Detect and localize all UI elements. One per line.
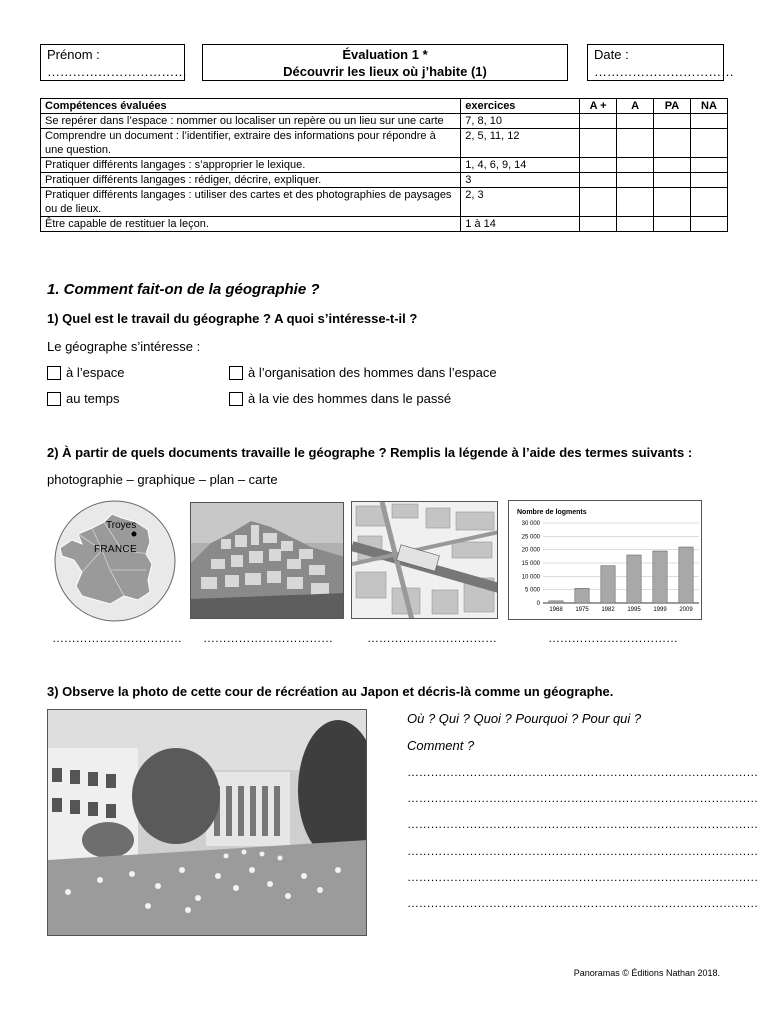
chart-ytick-label: 5 000 — [524, 587, 540, 594]
option-temps: au temps — [66, 391, 120, 406]
answer-line[interactable]: ……………………………………………………………………………… — [407, 896, 759, 910]
grade-cell[interactable] — [617, 129, 654, 158]
chart-ytick-label: 30 000 — [521, 521, 540, 527]
chart-ytick-label: 0 — [536, 601, 540, 607]
grade-cell[interactable] — [654, 173, 691, 188]
chart-bar-1968 — [549, 601, 563, 603]
chart-xtick-label: 2009 — [679, 607, 693, 613]
grade-cell[interactable] — [691, 129, 728, 158]
answer-line[interactable]: ……………………………………………………………………………… — [407, 817, 759, 831]
caption-map: …………………………… — [52, 631, 182, 645]
grade-cell[interactable] — [617, 158, 654, 173]
chart-bar-1995 — [627, 555, 641, 603]
date-dots: …………………………… — [594, 64, 734, 79]
row-exercices: 1, 4, 6, 9, 14 — [461, 158, 580, 173]
header-a-plus: A + — [580, 99, 617, 114]
chart-title: Nombre de logments — [517, 509, 587, 516]
grade-cell[interactable] — [580, 173, 617, 188]
grade-cell[interactable] — [654, 158, 691, 173]
row-competence: Pratiquer différents langages : utiliser des cartes et des photographies de paysages ou de lieux. — [41, 188, 461, 217]
table-row — [41, 173, 728, 188]
grade-cell[interactable] — [691, 114, 728, 129]
caption-chart: …………………………… — [548, 631, 678, 645]
answer-line[interactable]: ……………………………………………………………………………… — [407, 765, 759, 779]
chart-ytick-label: 15 000 — [521, 561, 540, 567]
checkbox-organisation[interactable] — [229, 366, 243, 380]
table-row — [41, 188, 728, 217]
housing-chart — [508, 500, 702, 620]
grade-cell[interactable] — [691, 188, 728, 217]
table-row — [41, 114, 728, 129]
prompt-2: Comment ? — [407, 738, 475, 753]
row-competence: Être capable de restituer la leçon. — [41, 217, 461, 232]
question-1: 1) Quel est le travail du géographe ? A quoi s’intéresse-t-il ? — [47, 311, 418, 326]
header-a: A — [617, 99, 654, 114]
prenom-label: Prénom : — [47, 47, 100, 62]
row-competence: Se repérer dans l’espace : nommer ou localiser un repère ou un lieu sur une carte — [41, 114, 461, 129]
map-label-troyes: Troyes — [106, 520, 137, 531]
chart-xtick-label: 1995 — [627, 607, 641, 613]
title-line2: Découvrir les lieux où j’habite (1) — [283, 64, 487, 79]
prompt-1: Où ? Qui ? Quoi ? Pourquoi ? Pour qui ? — [407, 711, 642, 726]
table-header-row — [41, 99, 728, 114]
grade-cell[interactable] — [691, 217, 728, 232]
chart-bar-1975 — [575, 588, 589, 603]
row-competence: Comprendre un document : l’identifier, extraire des informations pour répondre à une question. — [41, 129, 461, 158]
grade-cell[interactable] — [580, 129, 617, 158]
chart-bar-1982 — [601, 566, 615, 603]
answer-line[interactable]: ……………………………………………………………………………… — [407, 870, 759, 884]
caption-photo: …………………………… — [203, 631, 333, 645]
section-title: 1. Comment fait-on de la géographie ? — [47, 281, 320, 298]
footer-credit: Panoramas © Éditions Nathan 2018. — [573, 968, 720, 978]
row-exercices: 2, 3 — [461, 188, 580, 217]
checkbox-espace[interactable] — [47, 366, 61, 380]
row-competence: Pratiquer différents langages : s’approprier le lexique. — [41, 158, 461, 173]
table-row — [41, 217, 728, 232]
title-line1: Évaluation 1 * — [342, 47, 428, 62]
grade-cell[interactable] — [654, 217, 691, 232]
grade-cell[interactable] — [580, 158, 617, 173]
intro-text: Le géographe s’intéresse : — [47, 339, 201, 354]
row-competence: Pratiquer différents langages : rédiger, décrire, expliquer. — [41, 173, 461, 188]
map-label-france: FRANCE — [94, 544, 137, 555]
table-row — [41, 129, 728, 158]
date-label: Date : — [594, 47, 629, 62]
grade-cell[interactable] — [654, 188, 691, 217]
checkbox-temps[interactable] — [47, 392, 61, 406]
header-exercices: exercices — [461, 99, 580, 114]
row-exercices: 2, 5, 11, 12 — [461, 129, 580, 158]
grade-cell[interactable] — [691, 173, 728, 188]
option-passe: à la vie des hommes dans le passé — [248, 391, 452, 406]
chart-xtick-label: 1982 — [601, 607, 615, 613]
plan-image — [351, 501, 498, 619]
map-image — [52, 500, 178, 622]
schoolyard-photo — [47, 709, 367, 936]
question-2: 2) À partir de quels documents travaille le géographe ? Remplis la légende à l’aide des termes suivants : — [47, 445, 693, 460]
question-3: 3) Observe la photo de cette cour de récréation au Japon et décris-là comme un géographe. — [47, 684, 614, 699]
grade-cell[interactable] — [617, 114, 654, 129]
row-exercices: 3 — [461, 173, 580, 188]
answer-line[interactable]: ……………………………………………………………………………… — [407, 791, 759, 805]
grade-cell[interactable] — [691, 158, 728, 173]
header-na: NA — [691, 99, 728, 114]
prenom-dots: …………………………… — [47, 64, 187, 79]
chart-ytick-label: 25 000 — [521, 534, 540, 541]
chart-bar-1999 — [653, 551, 667, 603]
answer-line[interactable]: ……………………………………………………………………………… — [407, 844, 759, 858]
date-box[interactable] — [587, 44, 734, 81]
chart-xtick-label: 1968 — [549, 607, 563, 613]
caption-plan: …………………………… — [367, 631, 497, 645]
chart-ytick-label: 20 000 — [521, 547, 540, 554]
grade-cell[interactable] — [580, 188, 617, 217]
row-exercices: 1 à 14 — [461, 217, 580, 232]
option-espace: à l’espace — [66, 365, 125, 380]
header-competences: Compétences évaluées — [41, 99, 461, 114]
option-organisation: à l’organisation des hommes dans l’espace — [248, 365, 497, 380]
prenom-box[interactable] — [40, 44, 185, 81]
table-row — [41, 158, 728, 173]
village-photo — [190, 502, 344, 619]
grade-cell[interactable] — [617, 188, 654, 217]
row-exercices: 7, 8, 10 — [461, 114, 580, 129]
terms-list: photographie – graphique – plan – carte — [47, 472, 278, 487]
checkbox-passe[interactable] — [229, 392, 243, 406]
chart-ytick-label: 10 000 — [521, 574, 540, 581]
chart-xtick-label: 1975 — [575, 607, 589, 613]
title-box — [202, 44, 568, 81]
header-pa: PA — [654, 99, 691, 114]
chart-bar-2009 — [679, 547, 693, 603]
competences-table — [40, 98, 728, 232]
grade-cell[interactable] — [580, 217, 617, 232]
grade-cell[interactable] — [617, 217, 654, 232]
grade-cell[interactable] — [654, 114, 691, 129]
chart-xtick-label: 1999 — [653, 607, 667, 613]
grade-cell[interactable] — [580, 114, 617, 129]
grade-cell[interactable] — [617, 173, 654, 188]
grade-cell[interactable] — [654, 129, 691, 158]
